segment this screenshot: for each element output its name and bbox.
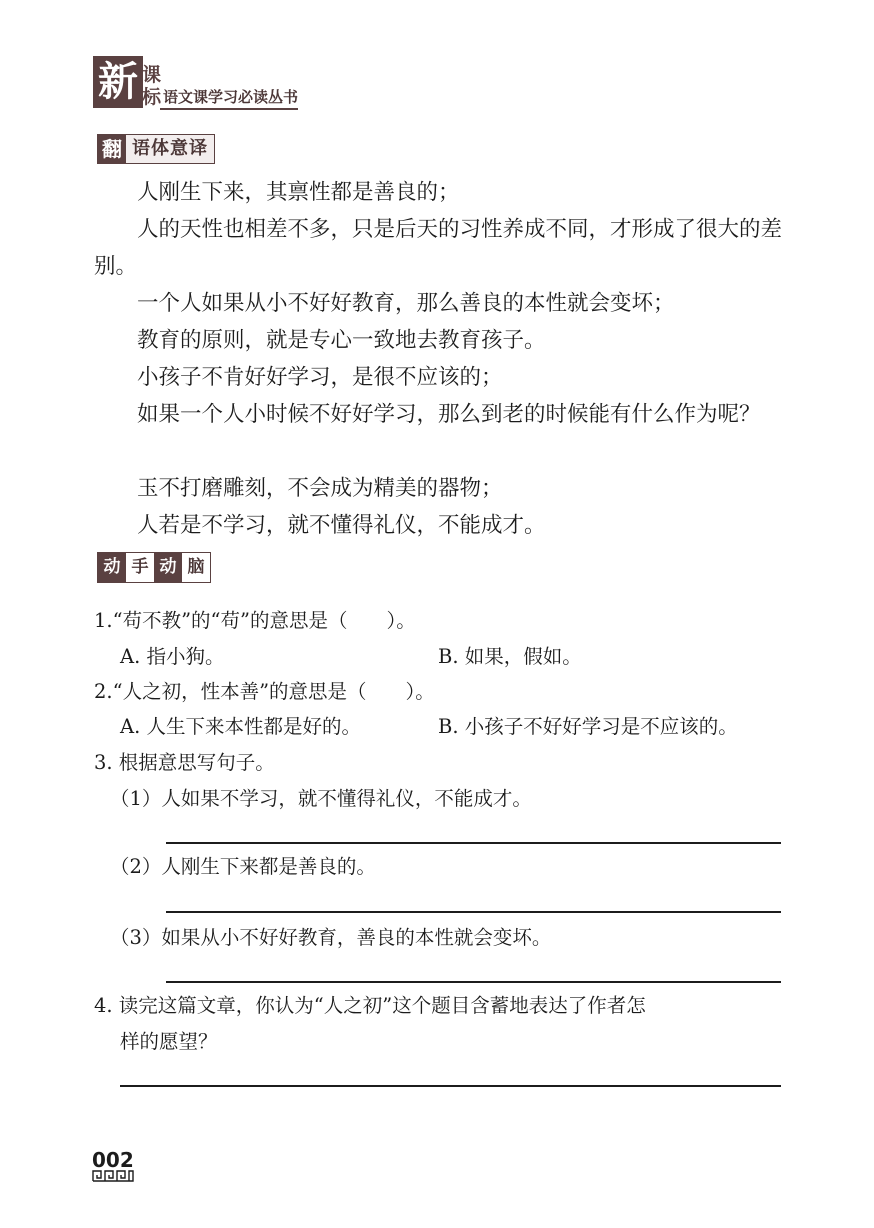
question-3-item-3: （3）如果从小不好好教育，善良的本性就会变坏。 — [110, 926, 552, 949]
question-1-option-a[interactable]: A. 指小狗。 — [120, 645, 225, 668]
question-4-line-1: 4. 读完这篇文章，你认为“人之初”这个题目含蓄地表达了作者怎 — [94, 994, 646, 1017]
translation-paragraph: 一个人如果从小不好好教育，那么善良的本性就会变坏； — [137, 291, 675, 316]
series-logo-ke: 课 — [142, 64, 162, 86]
question-3: 3. 根据意思写句子。 — [94, 751, 275, 774]
exercise-title-char: 动 — [154, 553, 182, 582]
series-logo-xin: 新 — [93, 56, 143, 108]
exercise-title-char: 手 — [126, 553, 154, 582]
question-3-item-2: （2）人刚生下来都是善良的。 — [110, 855, 376, 878]
meander-ornament-icon — [92, 1170, 134, 1182]
header-rule — [160, 108, 298, 110]
series-title: 语文课学习必读丛书 — [163, 88, 299, 106]
answer-line[interactable] — [166, 981, 781, 983]
translation-paragraph: 教育的原则，就是专心一致地去教育孩子。 — [137, 328, 546, 353]
page-number: 002 — [92, 1148, 134, 1172]
question-2: 2.“人之初，性本善”的意思是（ ）。 — [94, 680, 435, 703]
translation-paragraph: 人刚生下来，其禀性都是善良的； — [137, 180, 460, 205]
translation-paragraph: 人的天性也相差不多，只是后天的习性养成不同，才形成了很大的差别。 — [94, 217, 783, 279]
exercise-section-tag — [97, 552, 211, 583]
exercise-title-char: 脑 — [182, 553, 210, 582]
translation-paragraph: 小孩子不肯好好学习，是很不应该的； — [137, 365, 503, 390]
translation-section-title: 语体意译 — [126, 135, 214, 163]
translation-paragraph: 玉不打磨雕刻，不会成为精美的器物； — [137, 476, 503, 501]
translation-paragraph: 如果一个人小时候不好好学习，那么到老的时候能有什么作为呢？ — [137, 402, 761, 427]
question-2-option-b[interactable]: B. 小孩子不好好学习是不应该的。 — [438, 715, 738, 738]
translate-icon: 翻 — [98, 135, 126, 163]
question-1: 1.“苟不教”的“苟”的意思是（ ）。 — [94, 609, 416, 632]
question-4-line-2: 样的愿望？ — [120, 1030, 218, 1053]
question-1-option-b[interactable]: B. 如果，假如。 — [438, 645, 582, 668]
question-3-item-1: （1）人如果不学习，就不懂得礼仪，不能成才。 — [110, 787, 532, 810]
series-logo-biao: 标 — [142, 86, 162, 108]
translation-section-tag — [97, 134, 215, 164]
answer-line[interactable] — [166, 842, 781, 844]
answer-line[interactable] — [166, 911, 781, 913]
exercise-title-char: 动 — [98, 553, 126, 582]
question-2-option-a[interactable]: A. 人生下来本性都是好的。 — [120, 715, 361, 738]
translation-paragraph: 人若是不学习，就不懂得礼仪，不能成才。 — [137, 513, 546, 538]
answer-line[interactable] — [120, 1085, 781, 1087]
